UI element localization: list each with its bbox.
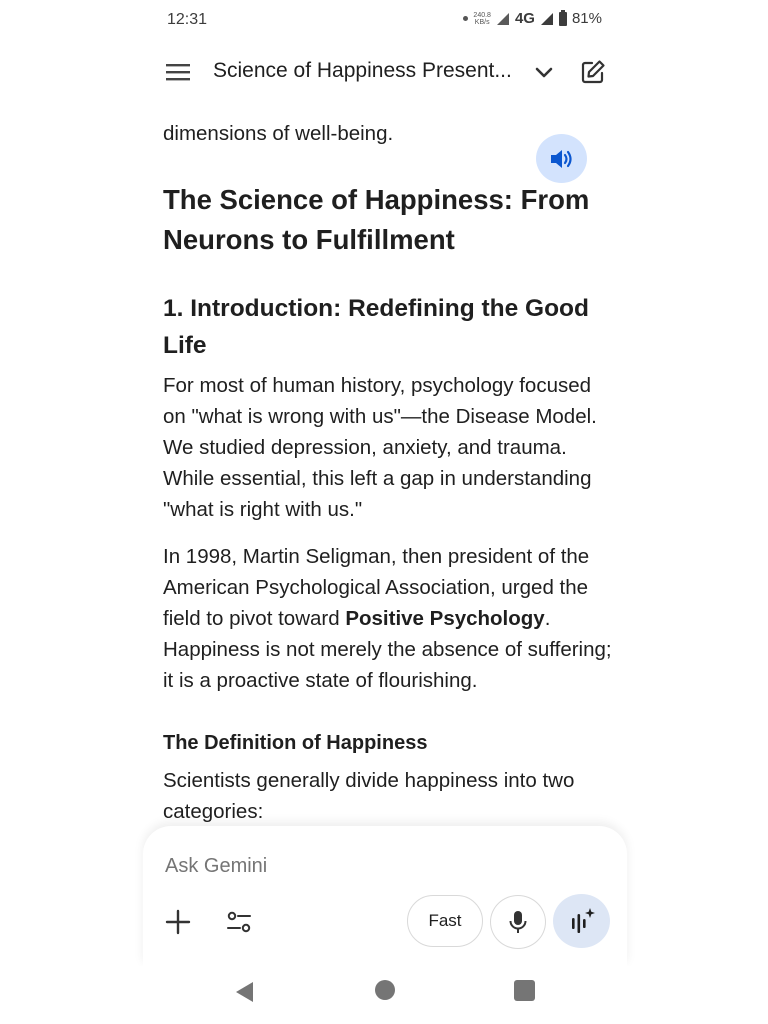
document-heading: The Science of Happiness: From Neurons to Fulfillment — [163, 184, 590, 255]
input-panel — [143, 826, 627, 966]
ask-gemini-input[interactable] — [165, 852, 585, 880]
notification-dot-icon — [463, 16, 468, 21]
status-icons — [463, 10, 602, 27]
gemini-live-button[interactable] — [553, 894, 610, 948]
net-speed-unit: KB/s — [474, 18, 490, 26]
status-time: 12:31 — [167, 11, 208, 28]
signal-strength-icon — [540, 12, 554, 26]
plus-icon — [164, 908, 192, 936]
microphone-button[interactable] — [490, 895, 546, 949]
paragraph-3: Scientists generally divide happiness into two categories: — [163, 769, 575, 823]
read-aloud-button[interactable] — [536, 134, 587, 183]
battery-icon — [559, 12, 567, 26]
battery-percent: 81% — [571, 10, 602, 27]
recents-button[interactable] — [514, 980, 535, 1001]
menu-button[interactable] — [163, 58, 193, 86]
back-triangle-icon — [232, 979, 258, 1005]
section-heading: 1. Introduction: Redefining the Good Life — [163, 295, 589, 359]
net-speed-value: 240.8 — [473, 11, 491, 19]
signal-icon — [496, 12, 510, 26]
app-bar — [0, 46, 768, 98]
edit-icon — [578, 57, 608, 87]
add-button[interactable] — [164, 908, 192, 936]
paragraph-2 — [163, 541, 613, 696]
back-button[interactable] — [232, 979, 258, 1005]
subheading: The Definition of Happiness — [163, 732, 428, 754]
status-bar — [0, 0, 768, 40]
paragraph-1: For most of human history, psychology focused on "what is wrong with us"—the Disease Model. We studied depression, anxiety, and trauma. While essential, this left a gap in understanding "what is right with us." — [163, 374, 597, 521]
paragraph-2-text-a: In 1998, Martin Seligman, then president of the American Psychological Association, urged the field to pivot toward — [163, 545, 590, 630]
tools-button[interactable] — [225, 908, 253, 936]
network-type: 4G — [514, 10, 535, 27]
tools-sliders-icon — [225, 908, 253, 936]
paragraph-2-bold: Positive Psychology — [345, 607, 545, 630]
document-title[interactable]: Science of Happiness Present... — [213, 59, 512, 82]
home-button[interactable] — [375, 980, 395, 1000]
title-dropdown-button[interactable] — [531, 60, 557, 86]
edit-button[interactable] — [578, 57, 608, 87]
system-nav-bar — [0, 966, 768, 1024]
chevron-down-icon — [531, 60, 557, 86]
microphone-icon — [507, 909, 529, 935]
text-fragment: dimensions of well-being. — [163, 122, 394, 145]
model-mode-button[interactable]: Fast — [407, 895, 483, 947]
gemini-live-icon — [567, 906, 597, 936]
paragraph-2-text-b: . Happiness is not merely the absence of suffering; it is a proactive state of flourishing. — [163, 607, 612, 692]
speaker-icon — [549, 147, 575, 171]
net-speed-indicator — [473, 12, 491, 26]
hamburger-menu-icon — [163, 58, 193, 86]
